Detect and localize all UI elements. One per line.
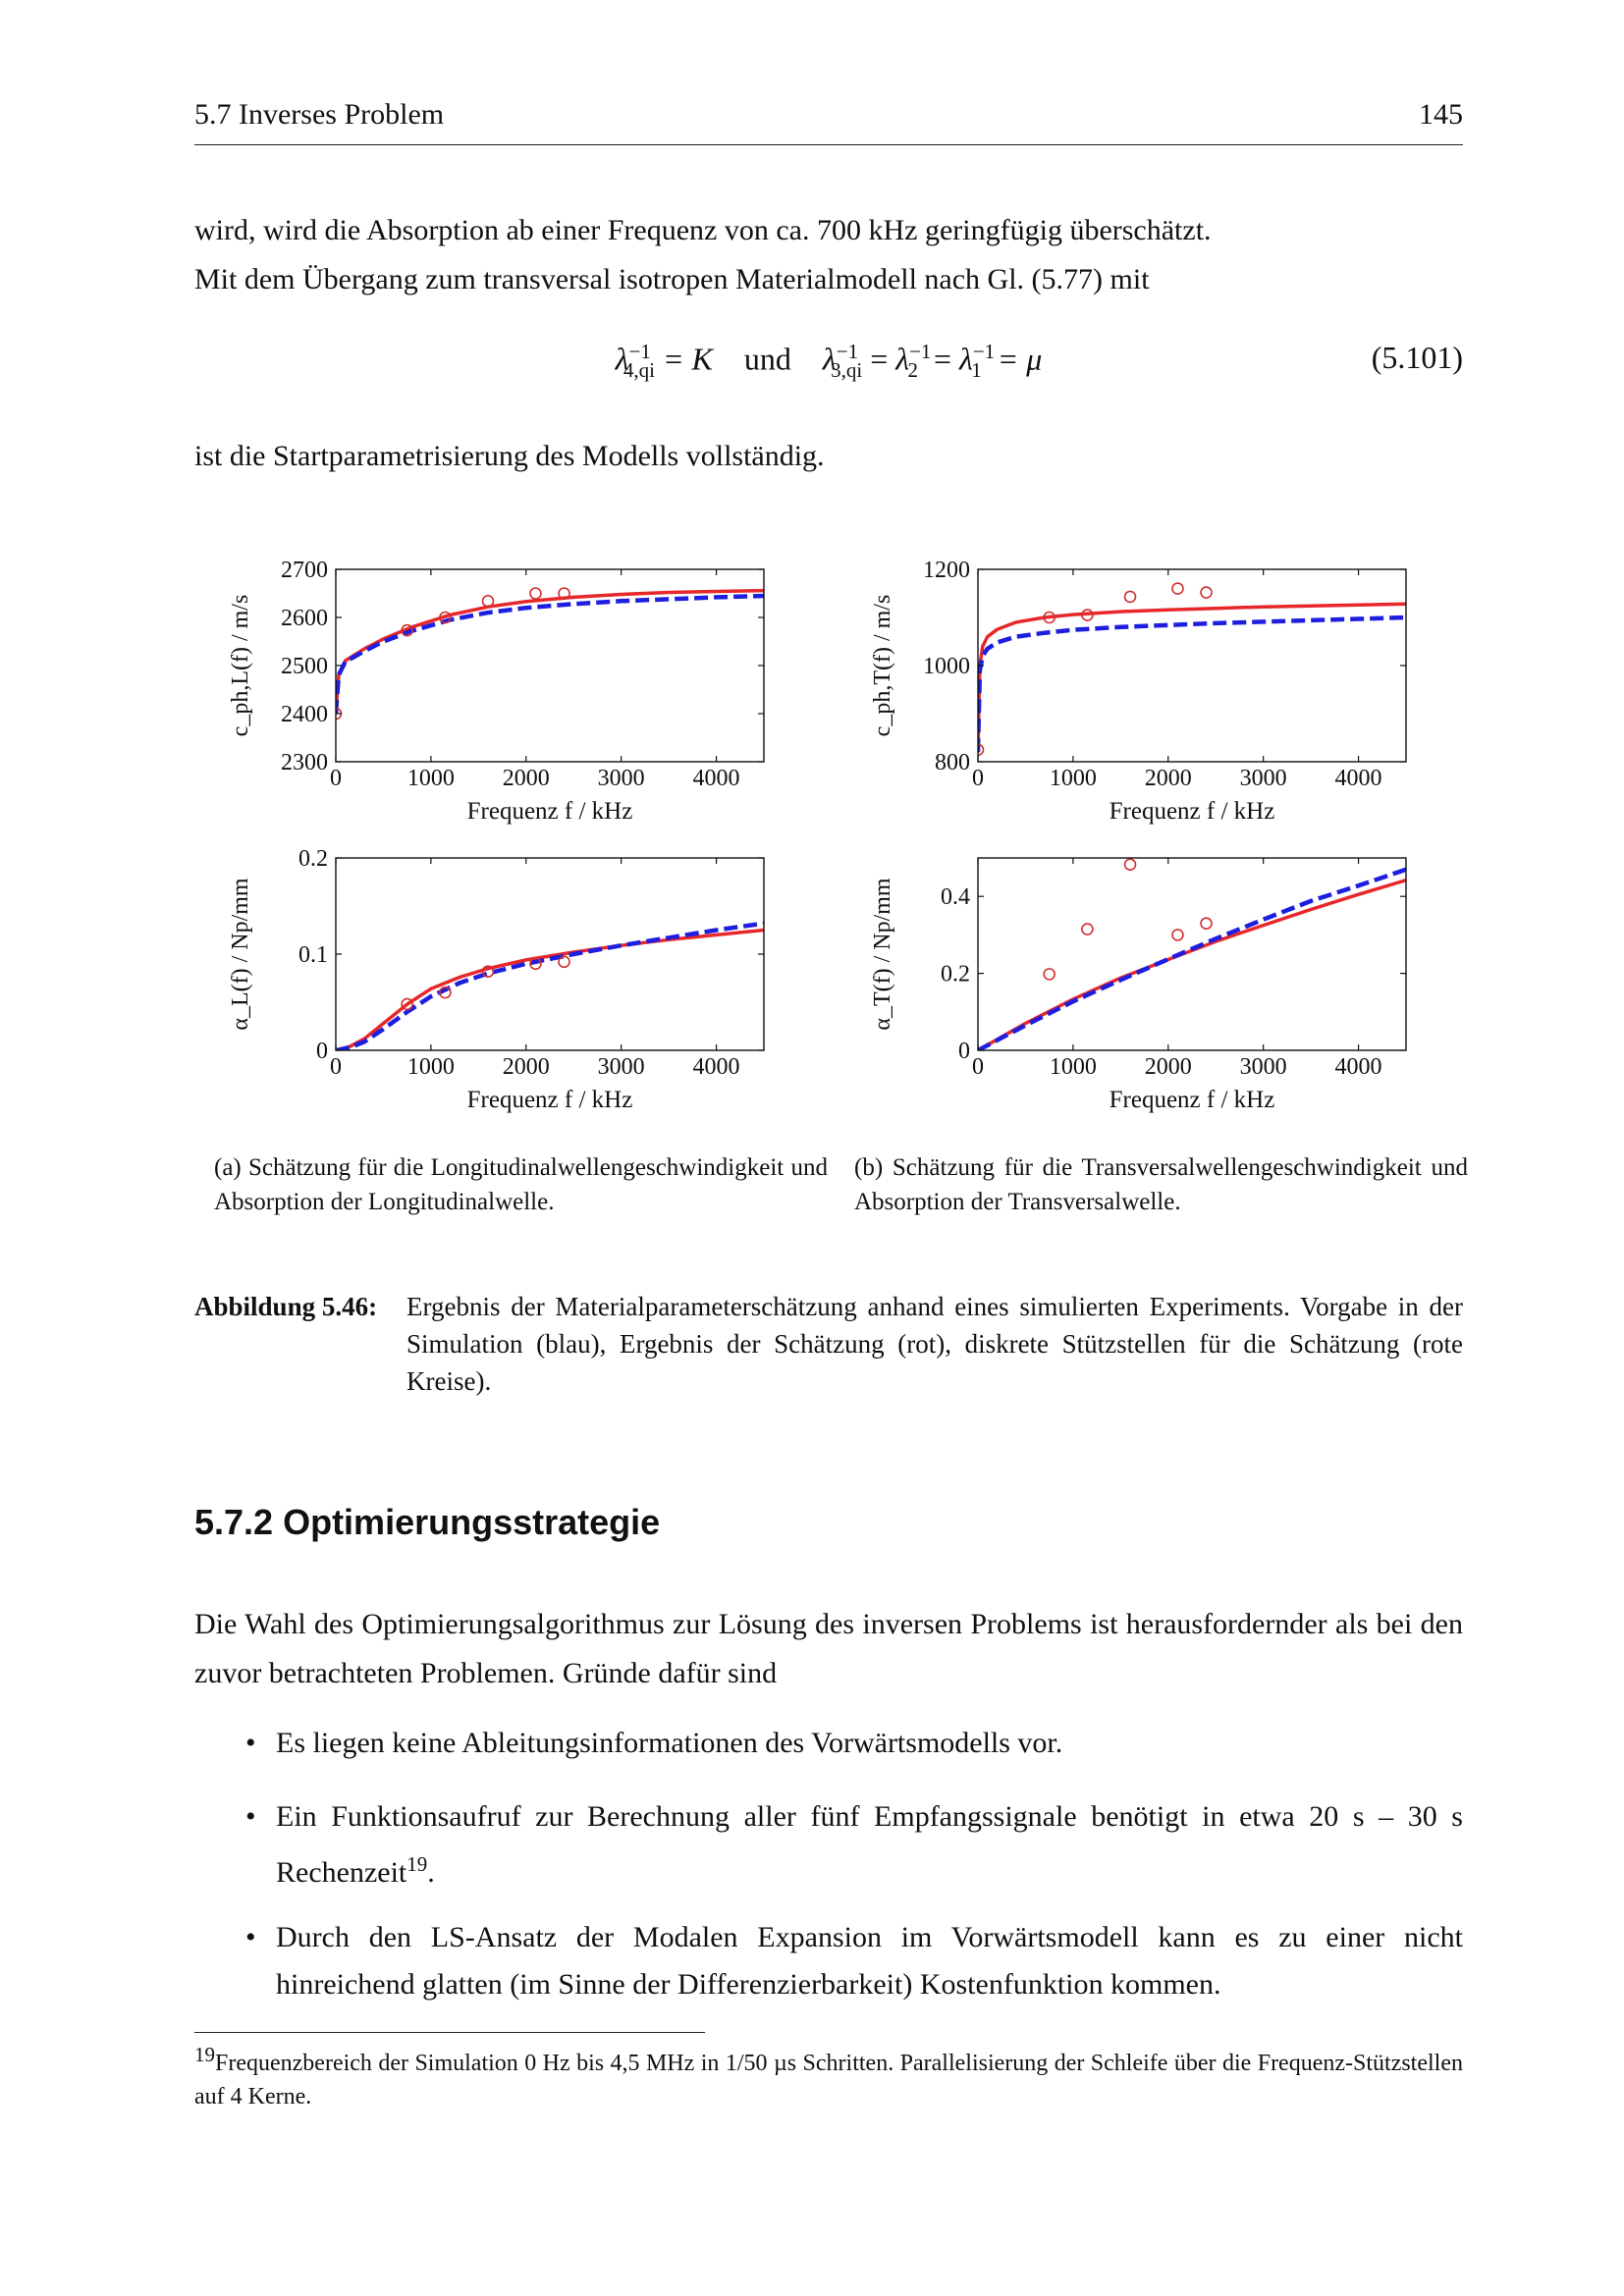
bullet-dot: • xyxy=(245,1921,256,1953)
series-estimate-cT xyxy=(978,604,1406,752)
x-tick-label: 0 xyxy=(330,1054,342,1080)
bullet-item-2-text: Ein Funktionsaufruf zur Berechnung aller fünf Empfangssignale benötigt in etwa 20 s – 30 s Rechenzeit$^{19}$. xyxy=(276,1800,1463,1889)
y-tick-label: 1200 xyxy=(923,558,970,583)
equation-number: (5.101) xyxy=(1371,340,1463,375)
y-axis-label: α_T(f) / Np/mm xyxy=(870,878,895,1031)
bullet-item-3 xyxy=(194,1914,1463,2008)
data-point-aL xyxy=(559,956,569,967)
x-axis-label: Frequenz f / kHz xyxy=(466,1087,633,1113)
x-tick-label: 4000 xyxy=(1334,766,1382,791)
data-point-aT xyxy=(1044,969,1055,980)
x-axis-label: Frequenz f / kHz xyxy=(466,798,633,825)
x-tick-label: 0 xyxy=(972,1054,984,1080)
figure-caption-label: Abbildung 5.46: xyxy=(194,1292,378,1321)
section-heading: 5.7.2 Optimierungsstrategie xyxy=(194,1502,661,1542)
subcaption-a: (a) Schätzung für die Longitudinalwellengeschwindigkeit und Absorption der Longitudinalwelle. xyxy=(214,1154,828,1215)
y-tick-label: 1000 xyxy=(923,654,970,679)
x-tick-label: 0 xyxy=(330,766,342,791)
data-point-cT xyxy=(1125,591,1136,602)
data-point-cT xyxy=(1201,587,1212,598)
bullet-item-1 xyxy=(194,1720,1463,1767)
series-reference-aT xyxy=(978,870,1406,1050)
x-tick-label: 1000 xyxy=(1049,766,1097,791)
figure-caption-text: Ergebnis der Materialparameterschätzung anhand eines simulierten Experiments. Vorgabe in der Simulation (blau), Ergebnis der Schätzung (rot), diskrete Stützstellen für die Schätzung (rote Kreise). xyxy=(406,1292,1463,1396)
series-reference-aL xyxy=(336,924,764,1050)
y-tick-label: 2300 xyxy=(281,750,328,775)
y-tick-label: 2600 xyxy=(281,606,328,631)
x-axis-label: Frequenz f / kHz xyxy=(1109,1087,1275,1113)
data-point-cL xyxy=(530,588,541,599)
x-tick-label: 4000 xyxy=(1334,1054,1382,1080)
data-point-cT xyxy=(1172,583,1183,594)
series-estimate-aL xyxy=(336,931,764,1051)
y-axis-label: c_ph,L(f) / m/s xyxy=(228,594,253,737)
running-header-section: 5.7 Inverses Problem xyxy=(194,98,445,131)
series-reference-cT xyxy=(978,617,1406,752)
data-point-aT xyxy=(1082,924,1093,934)
paragraph-1-line-1: wird, wird die Absorption ab einer Frequenz von ca. 700 kHz geringfügig überschätzt. xyxy=(194,214,1212,246)
data-point-aT xyxy=(1201,918,1212,929)
y-tick-label: 0.2 xyxy=(941,961,970,988)
x-tick-label: 1000 xyxy=(406,766,455,791)
subplot-cL xyxy=(228,558,764,825)
bullet-dot: • xyxy=(245,1800,256,1833)
x-tick-label: 2000 xyxy=(1144,766,1192,791)
equation-body: $\lambda^{-1}_{4,qi} = K$ und $\lambda^{-1}_{3,qi} = \lambda^{-1}_2 = \lambda^{-1}_1 = \mu$ xyxy=(615,340,1043,383)
x-tick-label: 2000 xyxy=(502,766,550,791)
y-tick-label: 2400 xyxy=(281,702,328,727)
x-tick-label: 3000 xyxy=(1239,1054,1287,1080)
y-tick-label: 0 xyxy=(958,1039,970,1064)
x-tick-label: 1000 xyxy=(1049,1054,1097,1080)
x-axis-label: Frequenz f / kHz xyxy=(1109,798,1275,825)
series-estimate-aT xyxy=(978,881,1406,1050)
y-tick-label: 0 xyxy=(316,1039,328,1064)
series-reference-cL xyxy=(336,596,764,714)
y-tick-label: 2700 xyxy=(281,558,328,583)
y-tick-label: 0.4 xyxy=(941,884,970,911)
y-axis-label: c_ph,T(f) / m/s xyxy=(870,594,895,737)
footnote-mark: 19 xyxy=(194,2043,215,2066)
series-estimate-cL xyxy=(336,591,764,714)
y-tick-label: 800 xyxy=(935,750,970,775)
subcaption-b: (b) Schätzung für die Transversalwellengeschwindigkeit und Absorption der Transversalwelle. xyxy=(854,1154,1468,1215)
data-point-cL xyxy=(483,596,494,607)
x-tick-label: 3000 xyxy=(597,766,645,791)
axes-frame-cT xyxy=(978,569,1406,762)
y-axis-label: α_L(f) / Np/mm xyxy=(228,878,253,1031)
footnote-rule xyxy=(194,2032,705,2033)
bullet-item-1-text: Es liegen keine Ableitungsinformationen des Vorwärtsmodells vor. xyxy=(276,1727,1063,1759)
footnote-text: Frequenzbereich der Simulation 0 Hz bis 4,5 MHz in 1/50 µs Schritten. Parallelisierung der Schleife über die Frequenz-Stützstellen auf 4 Kerne. xyxy=(194,2051,1463,2109)
figure-caption xyxy=(194,1288,1463,1400)
bullet-dot: • xyxy=(245,1727,256,1759)
x-tick-label: 3000 xyxy=(597,1054,645,1080)
page-number: 145 xyxy=(1419,98,1463,131)
x-tick-label: 1000 xyxy=(406,1054,455,1080)
axes-frame-aT xyxy=(978,858,1406,1050)
y-tick-label: 0.1 xyxy=(298,942,328,968)
body-intro: Die Wahl des Optimierungsalgorithmus zur Lösung des inversen Problems ist herausfordernder als bei den zuvor betrachteten Problemen. Gründe dafür sind xyxy=(194,1608,1463,1689)
subplot-aT xyxy=(870,858,1406,1113)
y-tick-label: 0.2 xyxy=(298,846,328,872)
footnote-ref[interactable]: 19 xyxy=(406,1852,428,1876)
bullet-item-2 xyxy=(194,1793,1463,1896)
x-tick-label: 2000 xyxy=(1144,1054,1192,1080)
axes-frame-aL xyxy=(336,858,764,1050)
x-tick-label: 4000 xyxy=(692,766,740,791)
equation-und: und xyxy=(743,341,791,377)
subplot-aL xyxy=(228,846,764,1113)
x-tick-label: 4000 xyxy=(692,1054,740,1080)
x-tick-label: 2000 xyxy=(502,1054,550,1080)
x-tick-label: 3000 xyxy=(1239,766,1287,791)
subplot-cT xyxy=(870,558,1406,825)
bullet-item-3-text: Durch den LS-Ansatz der Modalen Expansion im Vorwärtsmodell kann es zu einer nicht hinreichend glatten (im Sinne der Differenzierbarkeit) Kostenfunktion kommen. xyxy=(276,1921,1463,2001)
data-point-aT xyxy=(1172,930,1183,940)
paragraph-2: ist die Startparametrisierung des Modells vollständig. xyxy=(194,440,825,472)
y-tick-label: 2500 xyxy=(281,654,328,679)
x-tick-label: 0 xyxy=(972,766,984,791)
data-point-aT xyxy=(1125,859,1136,870)
paragraph-1-line-2: Mit dem Übergang zum transversal isotropen Materialmodell nach Gl. (5.77) mit xyxy=(194,263,1150,295)
footnote xyxy=(194,2038,1463,2113)
